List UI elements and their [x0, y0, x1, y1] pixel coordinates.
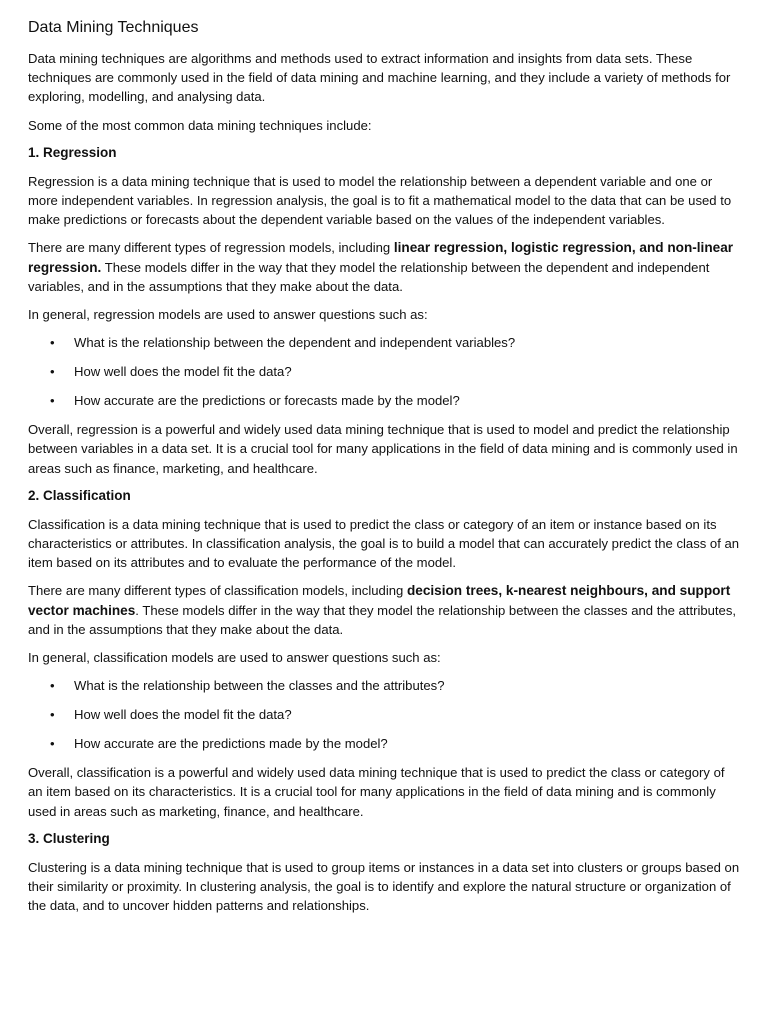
- list-item: [28, 362, 740, 381]
- regression-summary: Overall, regression is a powerful and widely used data mining technique that is used to model and predict the relationship between variables in a data set. It is a crucial tool for many applications in the field of data mining and is commonly used in areas such as finance, marketing, and healthcare.: [28, 422, 738, 476]
- document-title: Data Mining Techniques: [28, 19, 199, 36]
- section-heading-classification: 2. Classification: [28, 487, 131, 503]
- classification-question-list: [28, 676, 740, 753]
- section-heading-regression: 1. Regression: [28, 144, 117, 160]
- bullet-icon: •: [50, 393, 55, 409]
- classification-types-pre: There are many different types of classification models, including: [28, 583, 407, 599]
- clustering-definition: Clustering is a data mining technique that is used to group items or instances in a data set into clusters or groups based on their similarity or proximity. In clustering analysis, the goal is to identify and explore the natural structure or organization of the data, and to uncover hidden patterns and relationships.: [28, 859, 740, 914]
- section-heading-clustering: 3. Clustering: [28, 830, 110, 846]
- bullet-icon: •: [50, 364, 55, 380]
- regression-types-post: These models differ in the way that they model the relationship between the dependent and independent variables, and in the assumptions that they make about the data.: [28, 259, 710, 294]
- intro-paragraph: Data mining techniques are algorithms and methods used to extract information and insights from data sets. These techniques are commonly used in the field of data mining and machine learning, and they include a variety of methods for exploring, modelling, and analysing data.: [28, 51, 731, 105]
- bullet-icon: •: [50, 678, 55, 694]
- classification-questions-intro: In general, classification models are used to answer questions such as:: [28, 650, 441, 666]
- list-item: [28, 734, 740, 753]
- intro-lead-in: Some of the most common data mining techniques include:: [28, 117, 372, 133]
- list-item-text: What is the relationship between the classes and the attributes?: [74, 678, 445, 694]
- list-item-text: How accurate are the predictions or forecasts made by the model?: [74, 393, 460, 409]
- list-item-text: What is the relationship between the dependent and independent variables?: [74, 335, 516, 351]
- classification-types-bold: decision trees, k-nearest neighbours, and support vector machines: [28, 583, 731, 618]
- classification-summary: Overall, classification is a powerful and widely used data mining technique that is used to predict the class or category of an item based on its characteristics. It is a crucial tool for many applications in the field of data mining and is commonly used in areas such as marketing, finance, and healthcare.: [28, 765, 725, 819]
- classification-types-paragraph: [28, 581, 740, 639]
- regression-questions-intro: In general, regression models are used to answer questions such as:: [28, 307, 428, 323]
- classification-definition: Classification is a data mining technique that is used to predict the class or category of an item or instance based on its characteristics or attributes. In classification analysis, the goal is to build a model that can accurately predict the class of an item based on its attributes and to evaluate the performance of the model.: [28, 516, 740, 571]
- bullet-icon: •: [50, 707, 55, 723]
- regression-definition: Regression is a data mining technique that is used to model the relationship between a dependent variable and one or more independent variables. In regression analysis, the goal is to fit a mathematical model to the data that can be used to make predictions or forecasts about the dependent variable based on the values of the independent variables.: [28, 173, 732, 228]
- bullet-icon: •: [50, 335, 55, 351]
- regression-types-pre: There are many different types of regression models, including: [28, 240, 394, 256]
- list-item-text: How accurate are the predictions made by the model?: [74, 736, 388, 752]
- regression-types-bold: linear regression, logistic regression, and non-linear regression.: [28, 240, 734, 275]
- classification-types-post: . These models differ in the way that they model the relationship between the classes and the attributes, and in the assumptions that they make about the data.: [28, 602, 737, 637]
- regression-question-list: [28, 333, 740, 410]
- list-item: [28, 676, 740, 695]
- list-item: [28, 391, 740, 410]
- bullet-icon: •: [50, 736, 55, 752]
- list-item: [28, 333, 740, 352]
- list-item: [28, 705, 740, 724]
- section-clustering: [28, 830, 740, 916]
- regression-types-paragraph: [28, 238, 740, 296]
- list-item-text: How well does the model fit the data?: [74, 707, 292, 723]
- section-regression: [28, 144, 740, 478]
- list-item-text: How well does the model fit the data?: [74, 364, 292, 380]
- section-classification: [28, 487, 740, 821]
